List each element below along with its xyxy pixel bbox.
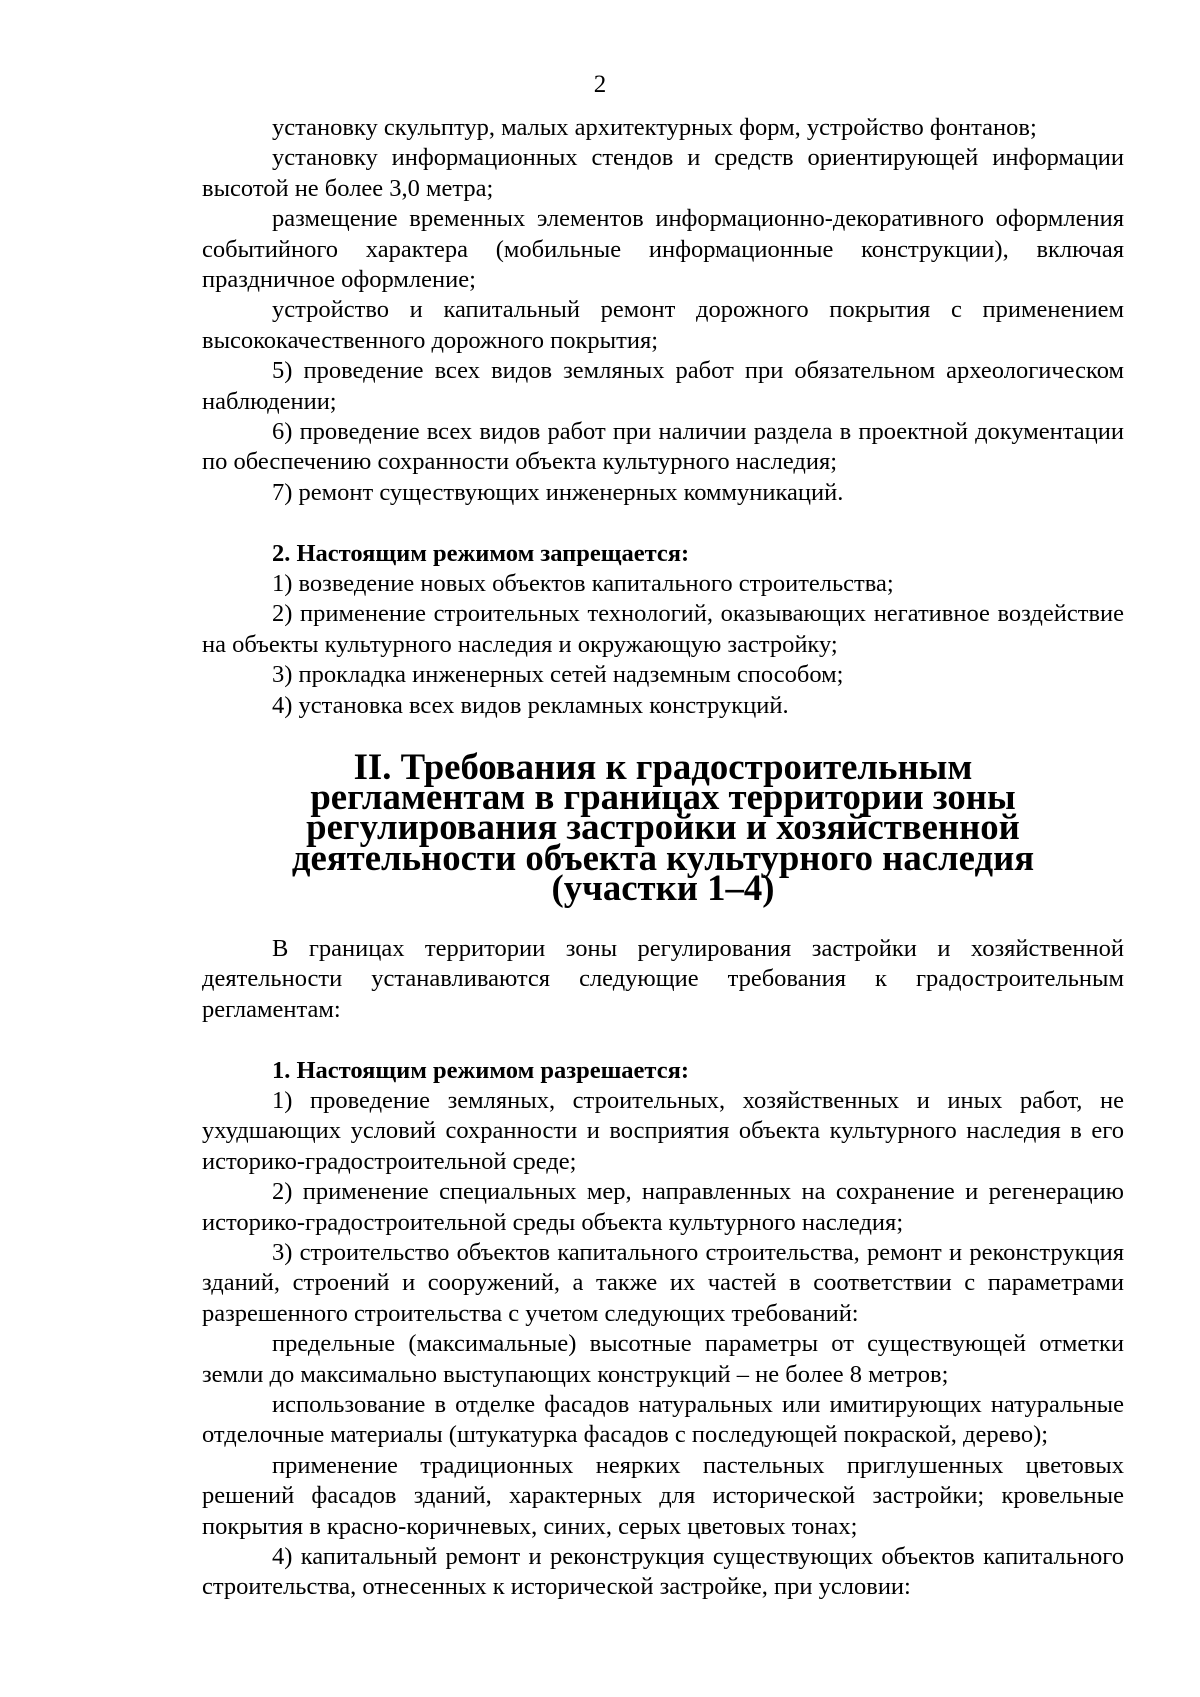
- paragraph: применение традиционных неярких пастельных приглушенных цветовых решений фасадов зданий, характерных для исторической застройки; кровельные покрытия в красно-коричневых, синих, серых цветовых тонах;: [202, 1451, 1124, 1540]
- paragraph: устройство и капитальный ремонт дорожного покрытия с применением высококачественного дорожного покрытия;: [202, 296, 1124, 354]
- paragraph: В границах территории зоны регулирования застройки и хозяйственной деятельности устанавливаются следующие требования к градостроительным регламентам:: [202, 934, 1124, 1023]
- section-title: II. Требования к градостроительным регламентам в границах территории зоны регулирования застройки и хозяйственной деятельности объекта культурного наследия (участки 1–4): [291, 745, 1035, 909]
- paragraph: установку информационных стендов и средств ориентирующей информации высотой не более 3,0 метра;: [202, 144, 1124, 202]
- paragraph: 2) применение строительных технологий, оказывающих негативное воздействие на объекты культурного наследия и окружающую застройку;: [202, 600, 1124, 658]
- spacer: [202, 508, 1124, 538]
- paragraph: 3) прокладка инженерных сетей надземным способом;: [272, 661, 844, 689]
- paragraph: установку скульптур, малых архитектурных форм, устройство фонтанов;: [272, 114, 1037, 141]
- paragraph: размещение временных элементов информационно-декоративного оформления событийного характера (мобильные информационные конструкции), включая праздничное оформление;: [202, 205, 1124, 294]
- document-body: [202, 113, 1124, 1603]
- paragraph: 2) применение специальных мер, направленных на сохранение и регенерацию историко-градостроительной среды объекта культурного наследия;: [202, 1178, 1124, 1236]
- spacer: [202, 904, 1124, 934]
- paragraph: 7) ремонт существующих инженерных коммуникаций.: [272, 478, 844, 506]
- paragraph: использование в отделке фасадов натуральных или имитирующих натуральные отделочные материалы (штукатурка фасадов с последующей покраской, дерево);: [202, 1391, 1124, 1449]
- paragraph: 1) проведение земляных, строительных, хозяйственных и иных работ, не ухудшающих условий сохранности и восприятия объекта культурного наследия в его историко-градостроительной среде;: [202, 1086, 1124, 1175]
- page-number: 2: [593, 71, 607, 98]
- spacer: [202, 1025, 1124, 1055]
- subsection-heading: 2. Настоящим режимом запрещается:: [272, 539, 690, 567]
- paragraph: 3) строительство объектов капитального строительства, ремонт и реконструкция зданий, строений и сооружений, а также их частей в соответствии с параметрами разрешенного строительства с учетом следующих требований:: [202, 1238, 1124, 1327]
- paragraph: 5) проведение всех видов земляных работ при обязательном археологическом наблюдении;: [202, 357, 1124, 415]
- subsection-heading: 1. Настоящим режимом разрешается:: [272, 1056, 690, 1084]
- paragraph: 6) проведение всех видов работ при наличии раздела в проектной документации по обеспечению сохранности объекта культурного наследия;: [202, 418, 1124, 476]
- paragraph: предельные (максимальные) высотные параметры от существующей отметки земли до максимально выступающих конструкций – не более 8 метров;: [202, 1330, 1124, 1388]
- paragraph: 4) установка всех видов рекламных конструкций.: [272, 691, 789, 719]
- paragraph: 1) возведение новых объектов капитального строительства;: [272, 570, 894, 598]
- paragraph: 4) капитальный ремонт и реконструкция существующих объектов капитального строительства, отнесенных к исторической застройке, при условии:: [202, 1543, 1124, 1601]
